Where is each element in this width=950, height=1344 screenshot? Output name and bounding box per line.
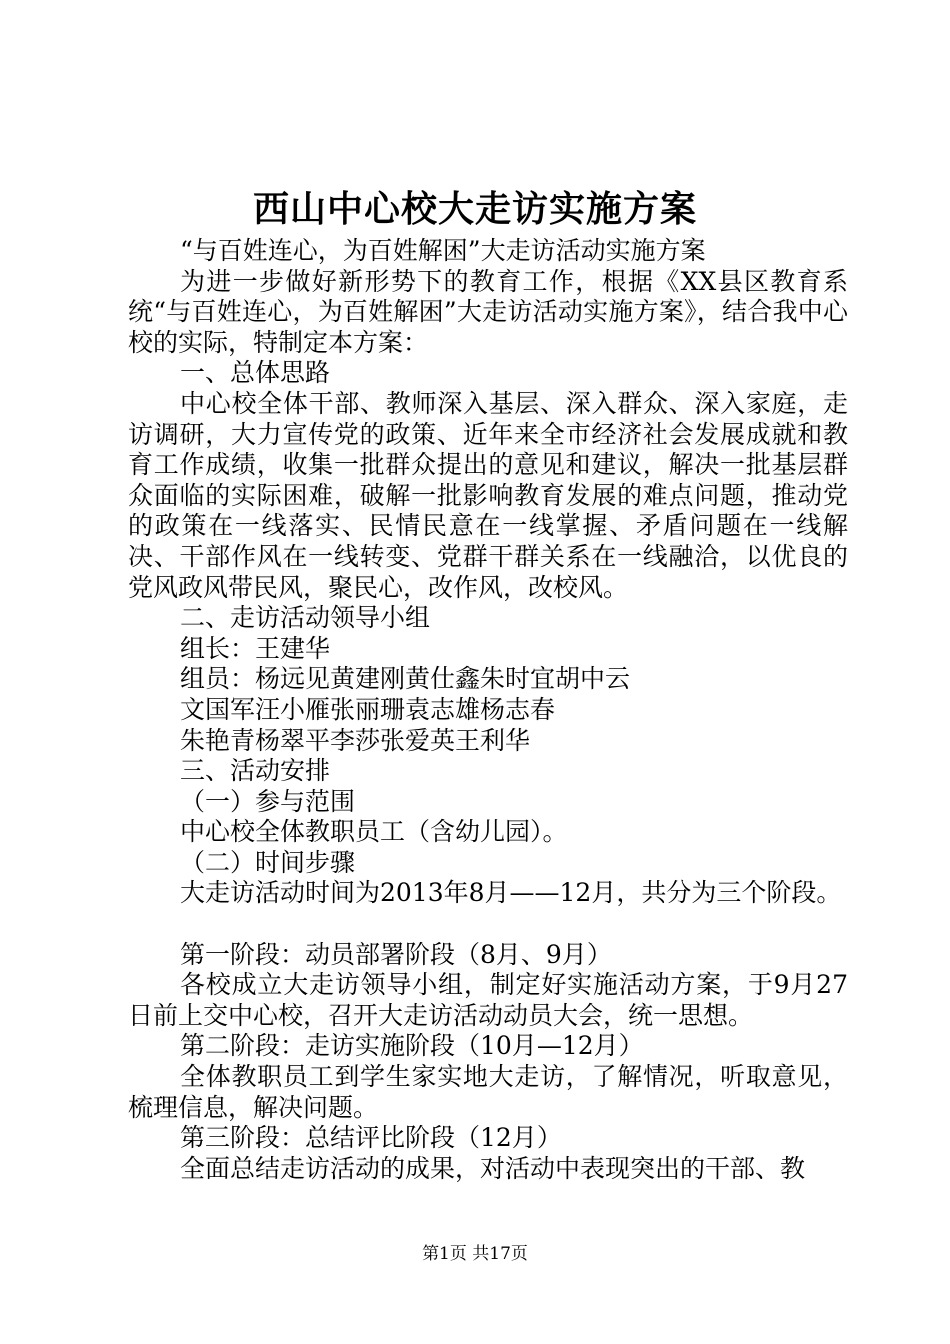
leader-line: 组长：王建华	[180, 633, 331, 663]
scope-paragraph: 中心校全体教职员工（含幼儿园）。	[180, 817, 568, 847]
document-body	[128, 236, 848, 1184]
subsection-heading-1: （一）参与范围	[180, 786, 356, 816]
phase-1-heading: 第一阶段：动员部署阶段（8月、9月）	[180, 939, 612, 969]
section-heading-3: 三、活动安排	[180, 756, 331, 786]
members-line-3: 朱艳青杨翠平李莎张爱英王利华	[180, 725, 531, 755]
phase-2-paragraph: 全体教职员工到学生家实地大走访，了解情况，听取意见，梳理信息，解决问题。	[128, 1062, 848, 1122]
document-title: 西山中心校大走访实施方案	[252, 188, 697, 230]
phase-2-heading: 第二阶段：走访实施阶段（10月—12月）	[180, 1031, 644, 1061]
phase-1-paragraph: 各校成立大走访领导小组，制定好实施活动方案，于9月27日前上交中心校，召开大走访活动动员大会，统一思想。	[128, 970, 848, 1030]
intro-paragraph: 为进一步做好新形势下的教育工作，根据《XX县区教育系统“与百姓连心，为百姓解困”大走访活动实施方案》，结合我中心校的实际，特制定本方案：	[128, 266, 848, 357]
members-line-2: 文国军汪小雁张丽珊袁志雄杨志春	[180, 694, 556, 724]
section-heading-2: 二、走访活动领导小组	[180, 603, 431, 633]
section-heading-1: 一、总体思路	[180, 358, 331, 388]
members-line-1: 组员：杨远见黄建刚黄仕鑫朱时宜胡中云	[180, 664, 631, 694]
blank-line	[128, 909, 848, 940]
timeline-paragraph: 大走访活动时间为2013年8月——12月，共分为三个阶段。	[180, 878, 842, 908]
phase-3-heading: 第三阶段：总结评比阶段（12月）	[180, 1123, 562, 1153]
subsection-heading-2: （二）时间步骤	[180, 847, 356, 877]
page-footer: 第1页 共17页	[422, 1244, 528, 1264]
section-1-paragraph: 中心校全体干部、教师深入基层、深入群众、深入家庭，走访调研，大力宣传党的政策、近年来全市经济社会发展成就和教育工作成绩，收集一批群众提出的意见和建议，解决一批基层群众面临的实际困难，破解一批影响教育发展的难点问题，推动党的政策在一线落实、民情民意在一线掌握、矛盾问题在一线解决、干部作风在一线转变、党群干群关系在一线融洽，以优良的党风政风带民风，聚民心，改作风，改校风。	[128, 388, 848, 602]
subtitle-line: “与百姓连心，为百姓解困”大走访活动实施方案	[180, 236, 706, 265]
phase-3-paragraph: 全面总结走访活动的成果，对活动中表现突出的干部、教	[180, 1153, 806, 1183]
